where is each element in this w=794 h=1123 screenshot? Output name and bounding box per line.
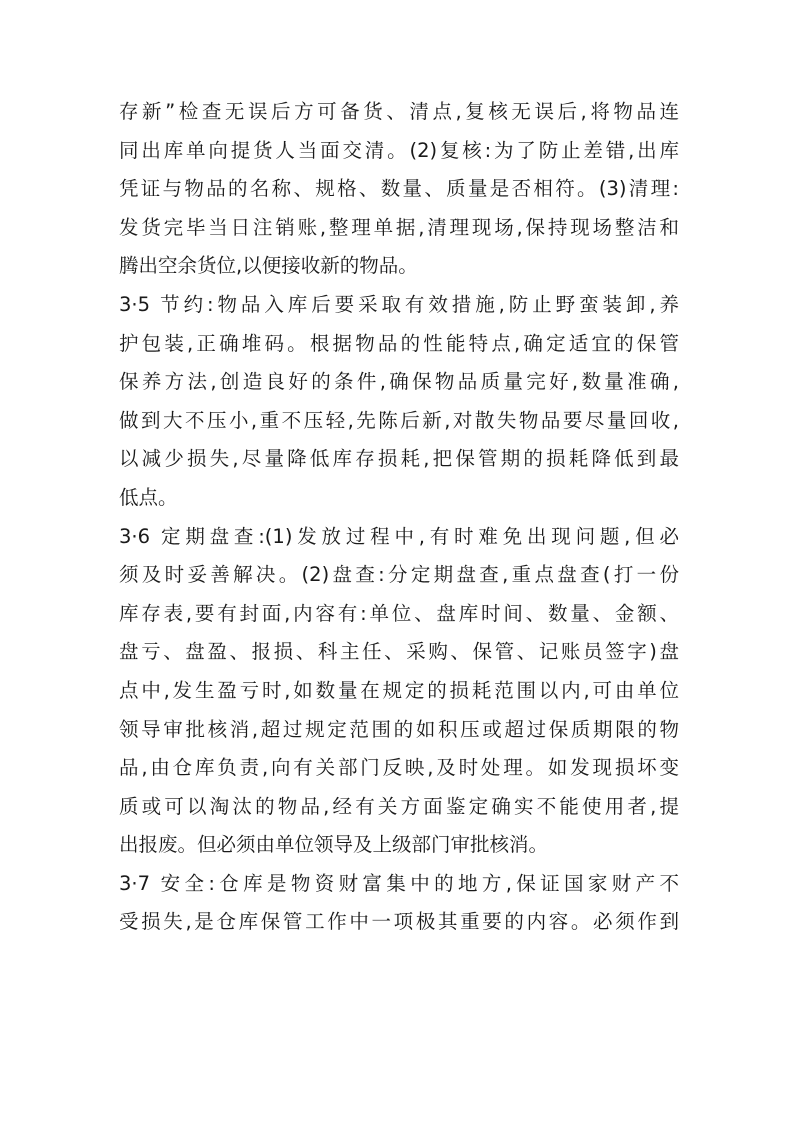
text-line: 出报废。但必须由单位领导及上级部门审批核消。 — [119, 833, 549, 857]
text-line: 保养方法,创造良好的条件,确保物品质量完好,数量准确, — [119, 370, 679, 394]
text-line: 受损失,是仓库保管工作中一项极其重要的内容。必须作到 — [119, 910, 679, 934]
text-line: 质或可以淘汰的物品,经有关方面鉴定确实不能使用者,提 — [119, 794, 679, 818]
text-line: 腾出空余货位,以便接收新的物品。 — [119, 254, 418, 278]
text-line: 品,由仓库负责,向有关部门反映,及时处理。如发现损坏变 — [119, 756, 679, 780]
text-line: 发货完毕当日注销账,整理单据,清理现场,保持现场整洁和 — [119, 215, 679, 239]
text-line: 凭证与物品的名称、规格、数量、质量是否相符。(3)清理: — [119, 177, 679, 201]
text-line: 库存表,要有封面,内容有:单位、盘库时间、数量、金额、 — [119, 601, 679, 625]
text-line: 存新”检查无误后方可备货、清点,复核无误后,将物品连 — [119, 100, 679, 123]
text-line: 同出库单向提货人当面交清。(2)复核:为了防止差错,出库 — [119, 138, 679, 162]
text-line: 做到大不压小,重不压轻,先陈后新,对散失物品要尽量回收, — [119, 408, 679, 432]
text-line: 低点。 — [119, 485, 178, 509]
text-line: 须及时妥善解决。(2)盘查:分定期盘查,重点盘查(打一份 — [119, 563, 679, 587]
section-heading-line: 3·7 安全:仓库是物资财富集中的地方,保证国家财产不 — [119, 871, 679, 895]
text-line: 盘亏、盘盈、报损、科主任、采购、保管、记账员签字)盘 — [119, 640, 679, 664]
text-line: 以减少损失,尽量降低库存损耗,把保管期的损耗降低到最 — [119, 447, 679, 471]
section-heading-line: 3·6 定期盘查:(1)发放过程中,有时难免出现问题,但必 — [119, 524, 679, 548]
section-heading-line: 3·5 节约:物品入库后要采取有效措施,防止野蛮装卸,养 — [119, 292, 679, 316]
body-text — [119, 93, 679, 942]
text-line: 领导审批核消,超过规定范围的如积压或超过保质期限的物 — [119, 717, 679, 741]
text-line: 护包装,正确堆码。根据物品的性能特点,确定适宜的保管 — [119, 331, 679, 355]
text-line: 点中,发生盈亏时,如数量在规定的损耗范围以内,可由单位 — [119, 678, 679, 702]
